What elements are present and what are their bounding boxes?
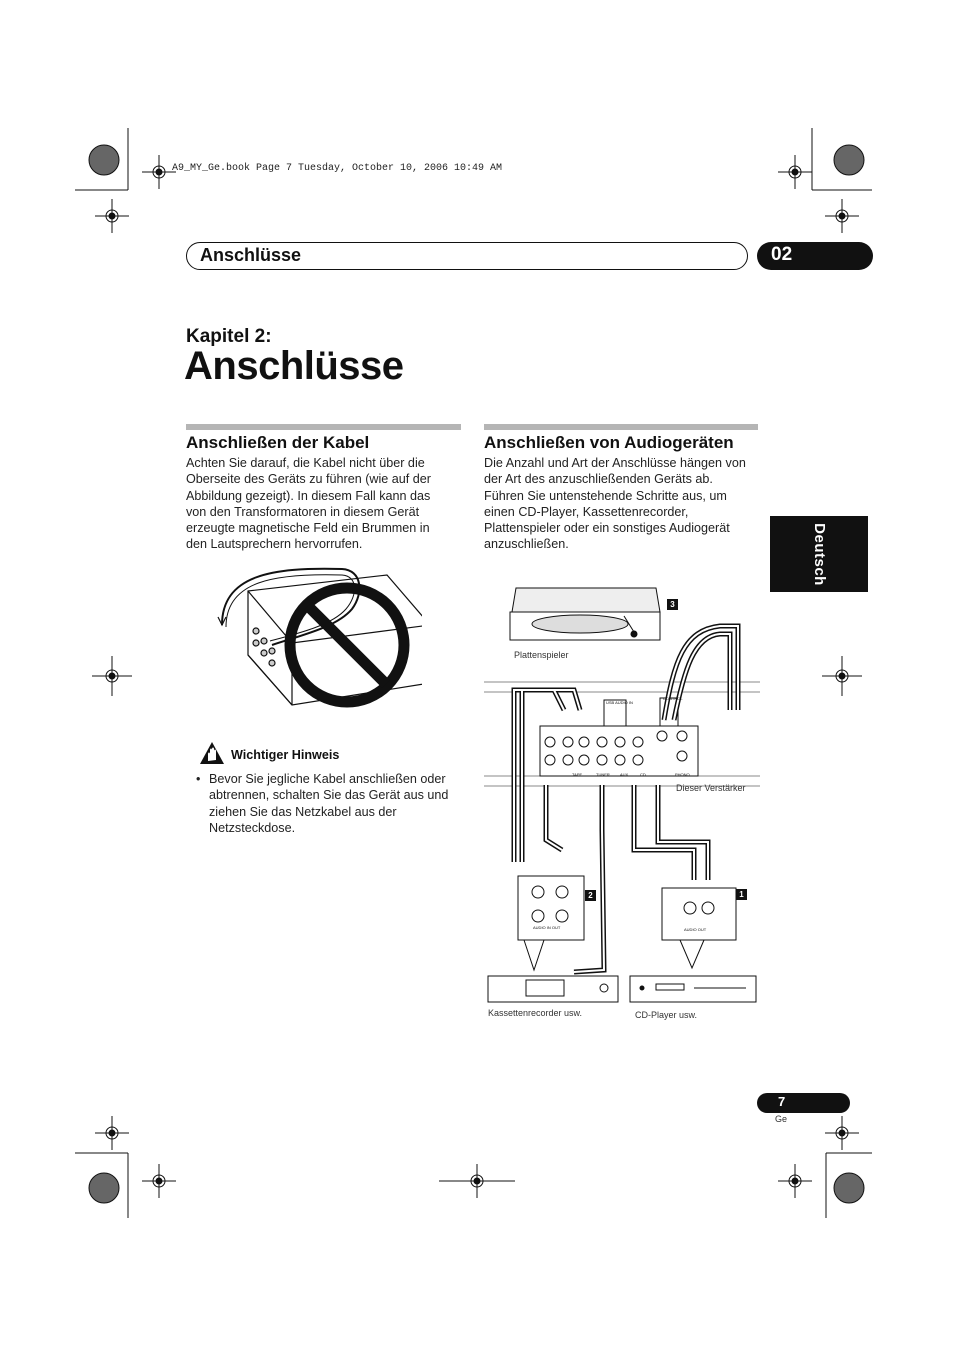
cassette-label: Kassettenrecorder usw. <box>488 1008 583 1018</box>
panel-label-control: CONTROL <box>663 696 683 701</box>
page-title: Anschlüsse <box>184 344 404 388</box>
language-tab-label-wrap <box>770 516 868 592</box>
panel-label-audio-out: AUDIO OUT <box>684 927 707 932</box>
turntable-label: Plattenspieler <box>514 650 569 660</box>
page-number: 7 <box>778 1094 786 1109</box>
cassette-deck-illustration <box>488 976 618 1002</box>
file-info-line: A9_MY_Ge.book Page 7 Tuesday, October 10, 2006 10:49 AM <box>172 163 503 174</box>
step-1-badge: 1 <box>736 889 747 900</box>
panel-label-tape: TAPE <box>572 772 583 777</box>
chapter-number: 02 <box>771 244 793 265</box>
bullet-dot: • <box>196 772 201 786</box>
chapter-label: Kapitel 2: <box>186 326 272 347</box>
panel-label-phono: PHONO <box>675 772 690 777</box>
panel-label-aux: AUX <box>620 772 629 777</box>
cd-player-label: CD-Player usw. <box>635 1010 698 1020</box>
amplifier-label: Dieser Verstärker <box>676 783 746 793</box>
right-column-rule <box>484 424 758 430</box>
warning-title: Wichtiger Hinweis <box>231 748 340 762</box>
left-column-heading: Anschließen der Kabel <box>186 433 370 452</box>
left-column-rule <box>186 424 461 430</box>
page-number-pill <box>757 1093 850 1113</box>
step-3-badge: 3 <box>667 599 678 610</box>
panel-label-tuner: TUNER <box>596 772 610 777</box>
turntable-illustration <box>510 588 660 640</box>
page-language-code: Ge <box>775 1114 788 1124</box>
right-column-body: Die Anzahl und Art der Anschlüsse hängen von der Art des anzuschließenden Geräts ab. Führen Sie untenstehende Schritte aus, um einen CD-Player, Kassettenrecorder, Plattenspieler oder ein sonstiges Audiogerät anzuschließen. <box>484 456 746 552</box>
panel-label-cd: CD <box>640 772 646 777</box>
cd-player-illustration <box>630 976 756 1002</box>
cd-jack-panel <box>662 888 736 940</box>
left-column-body: Achten Sie darauf, die Kabel nicht über die Oberseite des Geräts zu führen (wie auf der Abbildung gezeigt). In diesem Fall kann das von den Transformatoren in diesem Gerät erzeugte magnetische Feld ein Brummen in den Lautsprechern hervorrufen. <box>186 456 432 552</box>
warning-bullet-text: Bevor Sie jegliche Kabel anschließen oder abtrennen, schalten Sie das Gerät aus und ziehen Sie das Netzkabel aus der Netzsteckdose. <box>209 772 449 835</box>
section-title: Anschlüsse <box>200 245 302 265</box>
right-column-heading: Anschließen von Audiogeräten <box>484 433 734 452</box>
cassette-jack-panel <box>518 876 584 940</box>
language-tab-label: Deutsch <box>810 522 828 586</box>
step-2-badge: 2 <box>585 890 596 901</box>
panel-label-usb: USB AUDIO IN <box>606 700 633 705</box>
warning-icon <box>199 741 225 765</box>
audio-connection-diagram <box>484 580 760 1020</box>
panel-label-audio-in-out: AUDIO IN OUT <box>533 925 561 930</box>
cable-routing-illustration <box>212 565 422 725</box>
